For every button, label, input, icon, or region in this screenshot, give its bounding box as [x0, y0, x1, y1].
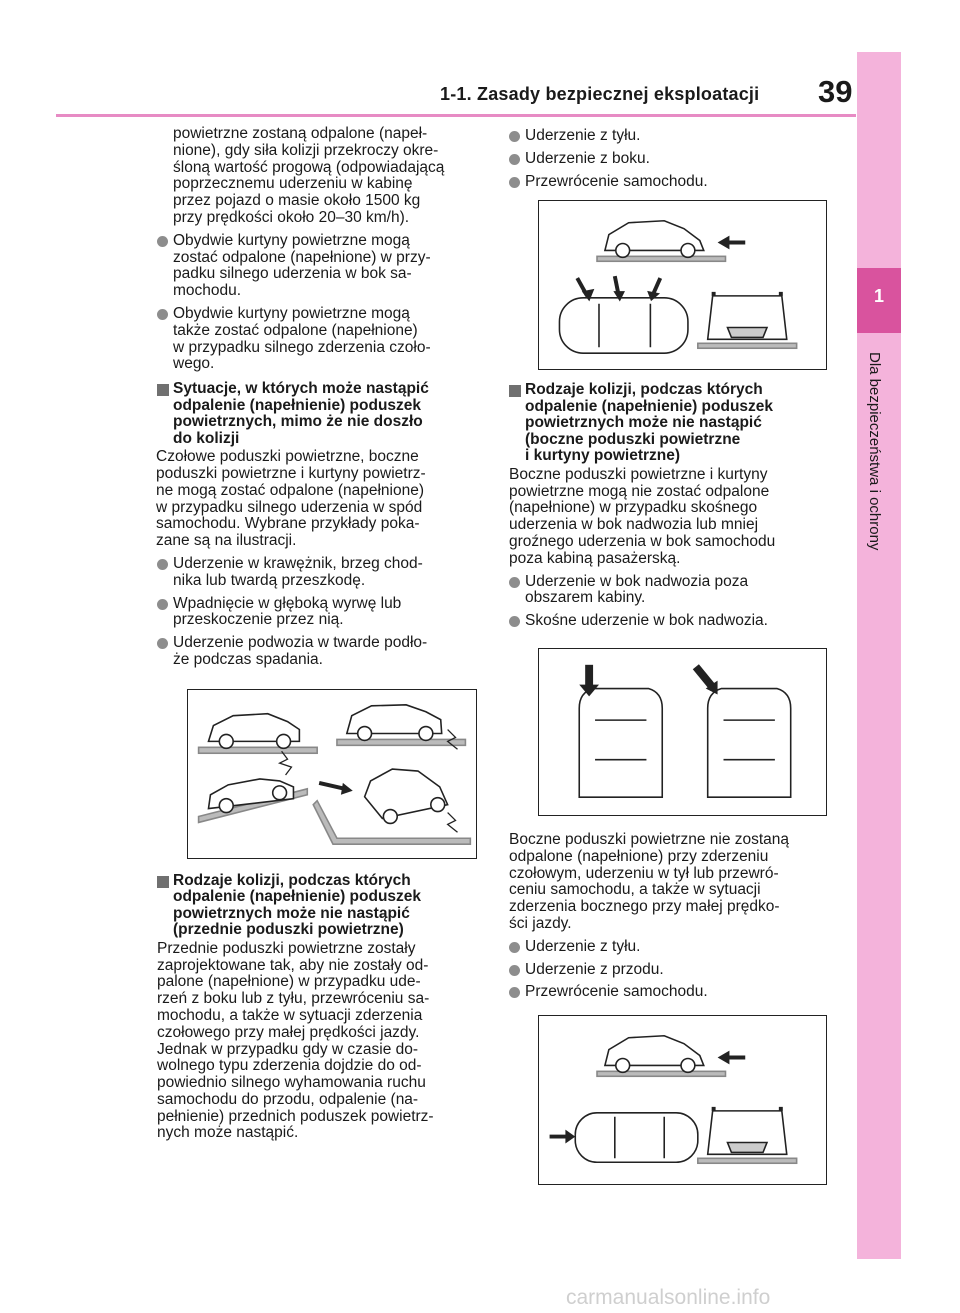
- section-heading: Rodzaje kolizji, podczas których odpalenie (napełnienie) poduszek powietrznych może nie nastąpić (boczne poduszki powietrzne i kurtyny powietrzne): [509, 382, 839, 465]
- bullet-icon: [157, 638, 168, 649]
- bullet-icon: [509, 987, 520, 998]
- bullet-icon: [157, 559, 168, 570]
- bullet-item: Uderzenie z tyłu.: [509, 128, 839, 145]
- side-airbag-collision-types-illustration: [538, 1015, 827, 1185]
- bullet-icon: [509, 154, 520, 165]
- section-heading: Rodzaje kolizji, podczas których odpalenie (napełnienie) poduszek powietrznych może nie nastąpić (przednie poduszki powietrzne): [157, 873, 482, 939]
- section-title: 1-1. Zasady bezpiecznej eksploatacji: [440, 84, 760, 104]
- bullet-item: Uderzenie z tyłu.: [509, 939, 839, 956]
- bullet-icon: [509, 965, 520, 976]
- front-airbag-noninflation-illustration: [538, 200, 827, 370]
- bullet-item: Uderzenie podwozia w twarde podło- że podczas spadania.: [157, 635, 482, 669]
- bullet-icon: [509, 577, 520, 588]
- chapter-number: 1: [873, 286, 884, 306]
- bullet-item: Przewrócenie samochodu.: [509, 174, 839, 191]
- bullet-item: Uderzenie w bok nadwozia poza obszarem kabiny.: [509, 574, 839, 608]
- watermark-logo: [560, 1284, 940, 1310]
- right-column: [509, 128, 839, 1185]
- bullet-item: Uderzenie z przodu.: [509, 962, 839, 979]
- bullet-item: Przewrócenie samochodu.: [509, 984, 839, 1001]
- bullet-icon: [157, 599, 168, 610]
- header-rule: [56, 114, 856, 117]
- page-number: 39: [818, 74, 853, 109]
- square-bullet-icon: [509, 385, 521, 397]
- bullet-item: Uderzenie z boku.: [509, 151, 839, 168]
- paragraph: Boczne poduszki powietrzne nie zostaną odpalone (napełnione) przy zderzeniu czołowym, uderzeniu w tył lub przewró- ceniu samochodu, a także w sytuacji zderzenia bocznego przy małej prędko- ści jazdy.: [509, 831, 790, 933]
- side-tab: [857, 52, 901, 1259]
- underbody-impact-illustration: [187, 689, 477, 859]
- bullet-item: Obydwie kurtyny powietrzne mogą zostać odpalone (napełnione) w przy- padku silnego uderzenia w bok sa- mochodu.: [157, 233, 482, 300]
- bullet-icon: [509, 942, 520, 953]
- intro-paragraph: powietrzne zostaną odpalone (napeł- nione), gdy siła kolizji przekroczy okre- śloną wartość progową (odpowiadającą poprzecznemu uderzeniu w kabinę przez pojazd o masie około 1500 kg przy prędkości około 20–30 km/h).: [173, 125, 445, 226]
- bullet-icon: [509, 131, 520, 142]
- square-bullet-icon: [157, 876, 169, 888]
- bullet-icon: [157, 309, 168, 320]
- bullet-item: Obydwie kurtyny powietrzne mogą także zostać odpalone (napełnione) w przypadku silnego zderzenia czoło- wego.: [157, 306, 482, 373]
- watermark-text: carmanualsonline.info: [566, 1286, 771, 1309]
- square-bullet-icon: [157, 384, 169, 396]
- bullet-icon: [509, 616, 520, 627]
- bullet-icon: [157, 236, 168, 247]
- bullet-icon: [509, 177, 520, 188]
- paragraph: Czołowe poduszki powietrzne, boczne poduszki powietrzne i kurtyny powietrz- ne mogą zostać odpalone (napełnione) w przypadku silnego uderzenia w spód samochodu. Wybrane przykłady poka- zane są na ilustracji.: [156, 448, 426, 550]
- bullet-item: Wpadnięcie w głęboką wyrwę lub przeskoczenie przez nią.: [157, 596, 482, 630]
- bullet-item: Uderzenie w krawężnik, brzeg chod- nika lub twardą przeszkodę.: [157, 556, 482, 590]
- chapter-label: Dla bezpieczeństwa i ochrony: [866, 352, 883, 551]
- left-column: [157, 126, 482, 1142]
- paragraph: Boczne poduszki powietrzne i kurtyny powietrzne mogą nie zostać odpalone (napełnione) w przypadku skośnego uderzenia w bok nadwozia lub mniej groźnego uderzenia w bok samochodu poza kabiną pasażerską.: [509, 465, 776, 567]
- side-airbag-noninflation-illustration: [538, 648, 827, 816]
- section-heading: Sytuacje, w których może nastąpić odpalenie (napełnienie) poduszek powietrznych, mimo że nie doszło do kolizji: [157, 381, 482, 447]
- paragraph: Przednie poduszki powietrzne zostały zaprojektowane tak, aby nie zostały od- palone (napełnione) w przypadku ude- rzeń z boku lub z tyłu, przewróceniu sa- mochodu, a także w sytuacji zderzenia czołowego przy małej prędkości jazdy. Jednak w przypadku gdy w czasie do- wolnego typu zderzenia dojdzie do od- powiednio silnego wyhamowania ruchu samochodu do przodu, odpalenie (na- pełnienie) przednich poduszek powietrz- nych może nastąpić.: [157, 939, 434, 1142]
- bullet-item: Skośne uderzenie w bok nadwozia.: [509, 613, 839, 630]
